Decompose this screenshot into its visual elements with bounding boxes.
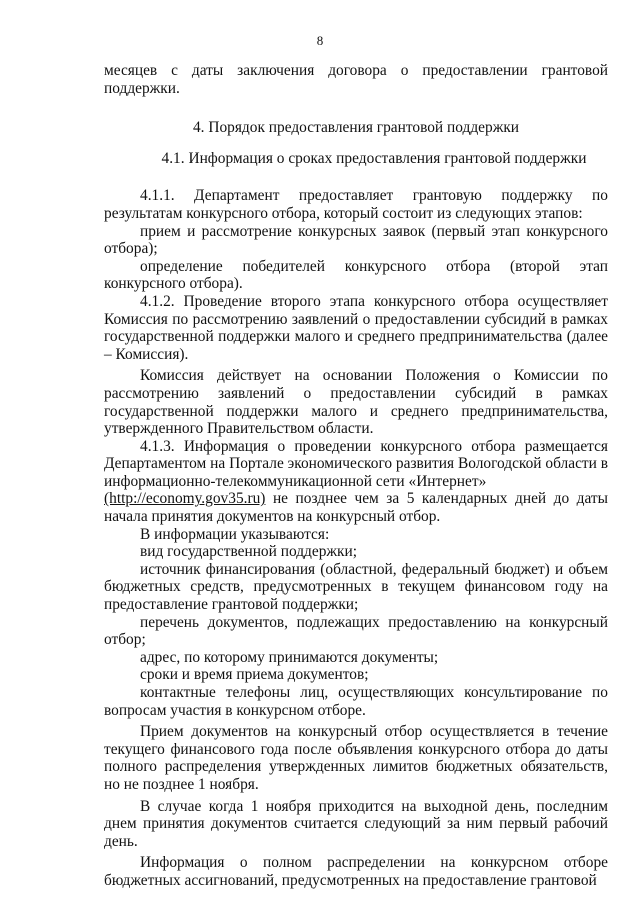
list-item: контактные телефоны лиц, осуществляющих консультирование по вопросам участия в конкурсном отборе.	[104, 684, 608, 719]
paragraph: 4.1.1. Департамент предоставляет грантовую поддержку по результатам конкурсного отбора, который состоит из следующих этапов:	[104, 187, 608, 222]
section-heading: 4. Порядок предоставления грантовой поддержки	[192, 119, 520, 137]
paragraph: Прием документов на конкурсный отбор осуществляется в течение текущего финансового года после объявления конкурсного отбора до даты полного распределения утвержденных лимитов бюджетных обязательств, но не позднее 1 ноября.	[104, 723, 608, 793]
paragraph: 4.1.2. Проведение второго этапа конкурсного отбора осуществляет Комиссия по рассмотрению заявлений о предоставлении субсидий в рамках государственной поддержки малого и среднего предпринимательства (далее – Комиссия).	[104, 292, 608, 363]
list-item: адрес, по которому принимаются документы;	[140, 648, 439, 666]
paragraph: определение победителей конкурсного отбора (второй этап конкурсного отбора).	[104, 257, 608, 293]
paragraph: 4.1.3. Информация о проведении конкурсного отбора размещается Департаментом на Портале экономического развития Вологодской области в информационно-телекоммуникационной сети «Интернет»	[104, 437, 608, 490]
paragraph-text: не позднее чем за 5 календарных дней до даты начала принятия документов на конкурсный отбор.	[104, 490, 608, 526]
list-item: сроки и время приема документов;	[140, 666, 369, 684]
paragraph: прием и рассмотрение конкурсных заявок (первый этап конкурсного отбора);	[104, 222, 608, 258]
paragraph: В информации указываются:	[140, 525, 330, 543]
list-item: перечень документов, подлежащих предоставлению на конкурсный отбор;	[104, 613, 608, 649]
paragraph-with-link	[104, 490, 608, 525]
paragraph-continuation: месяцев с даты заключения договора о предоставлении грантовой поддержки.	[104, 62, 608, 97]
document-body	[104, 62, 608, 890]
paragraph: В случае когда 1 ноября приходится на выходной день, последним днем принятия документов считается следующий за ним первый рабочий день.	[104, 797, 608, 850]
subsection-heading: 4.1. Информация о сроках предоставления грантовой поддержки	[161, 149, 587, 167]
paragraph: Информация о полном распределении на конкурсном отборе бюджетных ассигнований, предусмотренных на предоставление грантовой	[104, 854, 608, 889]
portal-link[interactable]: (http://economy.gov35.ru)	[104, 490, 266, 508]
paragraph: Комиссия действует на основании Положения о Комиссии по рассмотрению заявлений о предоставлении субсидий в рамках государственной поддержки малого и среднего предпринимательства, утвержденного Правительством области.	[104, 367, 608, 438]
list-item: вид государственной поддержки;	[140, 543, 358, 561]
list-item: источник финансирования (областной, федеральный бюджет) и объем бюджетных средств, предусмотренных в текущем финансовом году на предоставление грантовой поддержки;	[104, 560, 608, 614]
page-number: 8	[316, 33, 324, 48]
